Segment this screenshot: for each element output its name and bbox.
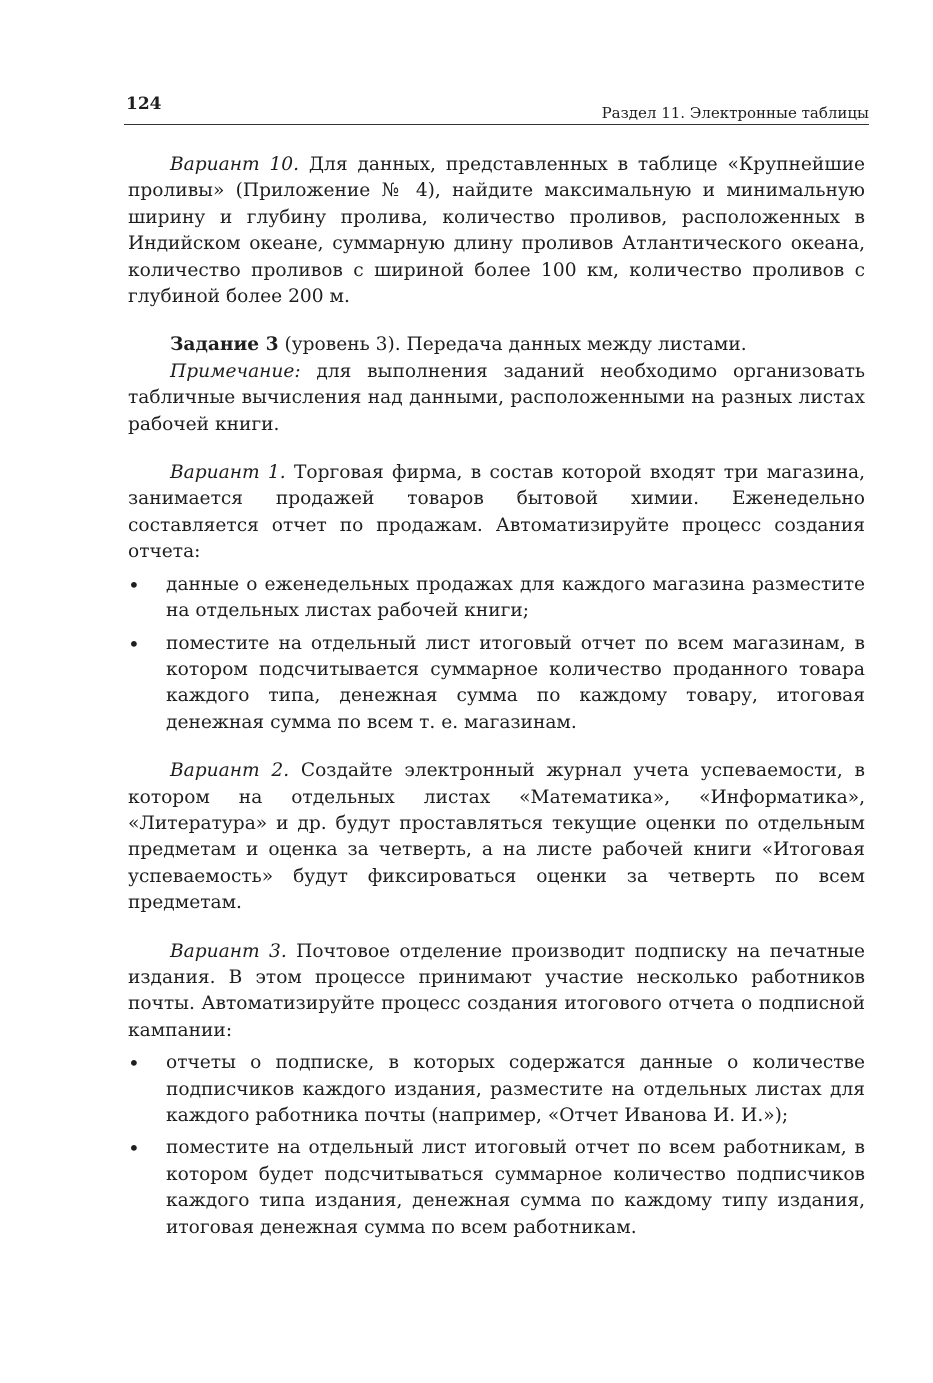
list-item-text: поместите на отдельный лист итоговый отчет по всем магазинам, в котором подсчитывается суммарное количество проданного товара каждого типа, денежная сумма по каждому товару, итоговая денежная сумма по всем т. е. магазинам. (166, 632, 865, 733)
variant-3-text: Почтовое отделение производит подписку на печатные издания. В этом процессе принимают участие несколько работников почты. Автоматизируйте процесс создания итогового отчета о подписной кампании: (128, 940, 865, 1041)
page-content (128, 152, 865, 1247)
variant-3-lead: Вариант 3. (170, 940, 287, 962)
variant-1-lead: Вариант 1. (170, 462, 286, 484)
bullet-icon: • (128, 1136, 140, 1161)
variant-3-paragraph (128, 939, 865, 1045)
note-lead: Примечание: (170, 360, 301, 382)
list-item (128, 572, 865, 625)
bullet-icon: • (128, 572, 140, 597)
variant-2-paragraph (128, 758, 865, 916)
bullet-icon: • (128, 631, 140, 656)
list-item-text: поместите на отдельный лист итоговый отчет по всем работникам, в котором будет подсчитываться суммарное количество подписчиков каждого типа издания, денежная сумма по каждому типу издания, итоговая денежная сумма по всем работникам. (166, 1137, 865, 1238)
page-number: 124 (126, 94, 162, 114)
variant-10-text: Для данных, представленных в таблице «Крупнейшие проливы» (Приложение № 4), найдите максимальную и минимальную ширину и глубину пролива, количество проливов, расположенных в Индийском океане, суммарную длину проливов Атлантического океана, количество проливов с шириной более 100 км, количество проливов с глубиной более 200 м. (128, 154, 866, 308)
variant-2-lead: Вариант 2. (170, 760, 290, 782)
variant-2-text: Создайте электронный журнал учета успеваемости, в котором на отдельных листах «Математика», «Информатика», «Литература» и др. будут проставляться текущие оценки по отдельным предметам и оценка за четверть, а на листе рабочей книги «Итоговая успеваемость» будут фиксироваться оценки за четверть по всем предметам. (128, 760, 865, 914)
variant-10-paragraph (128, 152, 865, 310)
note-text: для выполнения заданий необходимо организовать табличные вычисления над данными, расположенными на разных листах рабочей книги. (128, 360, 865, 435)
note-paragraph (128, 359, 865, 438)
task-3-title: Задание 3 (170, 334, 279, 356)
list-item-text: отчеты о подписке, в которых содержатся данные о количестве подписчиков каждого издания, разместите на отдельных листах для каждого работника почты (например, «Отчет Иванова И. И.»); (166, 1052, 865, 1126)
task-3-heading (128, 332, 865, 358)
task-3-text: (уровень 3). Передача данных между листами. (278, 334, 747, 356)
list-item (128, 1135, 865, 1241)
list-item (128, 1050, 865, 1129)
variant-1-paragraph (128, 460, 865, 566)
list-item-text: данные о еженедельных продажах для каждого магазина разместите на отдельных листах рабочей книги; (166, 573, 865, 622)
list-item (128, 631, 865, 737)
variant-3-list (128, 1050, 865, 1241)
variant-1-text: Торговая фирма, в состав которой входят три магазина, занимается продажей товаров бытовой химии. Еженедельно составляется отчет по продажам. Автоматизируйте процесс создания отчета: (128, 462, 865, 563)
running-title: Раздел 11. Электронные таблицы (601, 104, 869, 122)
bullet-icon: • (128, 1051, 140, 1076)
variant-10-lead: Вариант 10. (170, 154, 300, 175)
page-header (124, 92, 869, 125)
variant-1-list (128, 572, 865, 736)
